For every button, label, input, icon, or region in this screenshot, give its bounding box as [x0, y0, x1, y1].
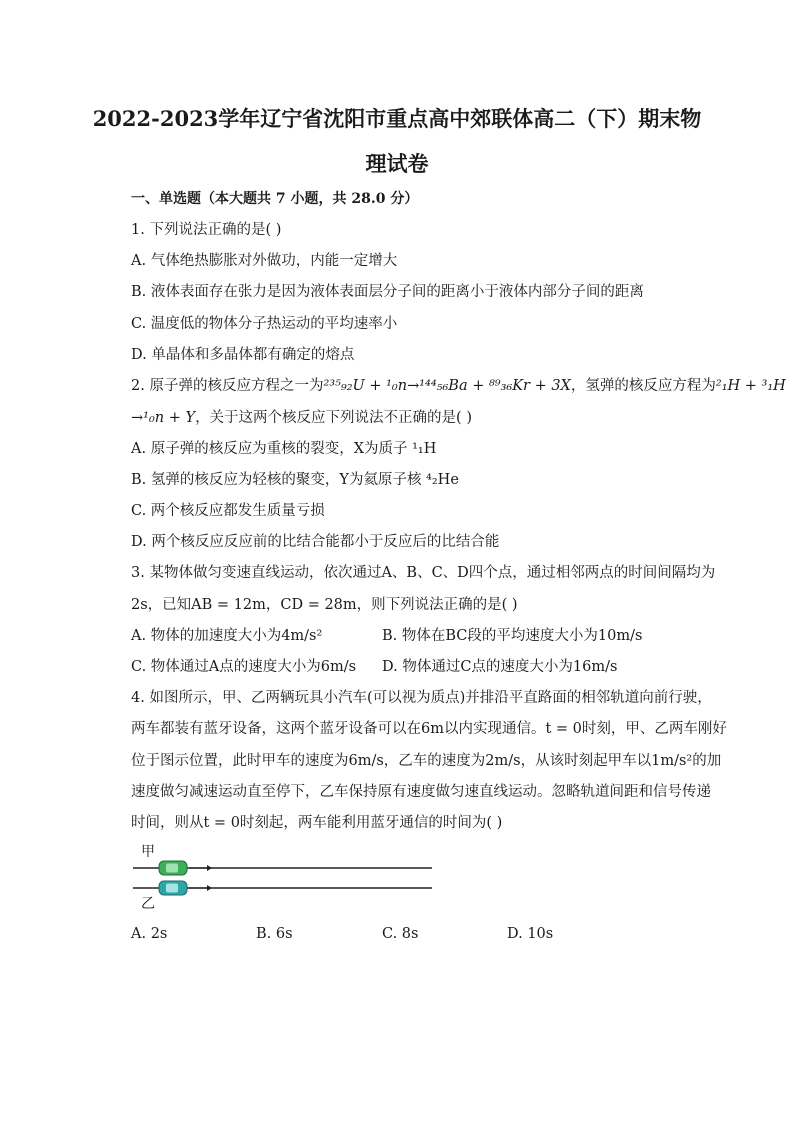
- q2-stem-a: 2. 原子弹的核反应方程之一为: [131, 378, 324, 394]
- q1-stem: 1. 下列说法正确的是( ): [131, 222, 282, 238]
- q2-option-d: D. 两个核反应反应前的比结合能都小于反应后的比结合能: [131, 534, 500, 550]
- q4-stem-line5: 时间，则从t = 0时刻起，两车能利用蓝牙通信的时间为( ): [131, 815, 503, 831]
- q4-stem-line1: 4. 如图所示，甲、乙两辆玩具小汽车(可以视为质点)并排沿平直路面的相邻轨道向前行驶，: [131, 690, 712, 706]
- q2-stem-c: ，关于这两个核反应下列说法不正确的是( ): [195, 410, 472, 426]
- q2-option-a: A. 原子弹的核反应为重核的裂变，X为质子 ¹₁H: [131, 441, 437, 457]
- q2-option-c: C. 两个核反应都发生质量亏损: [131, 503, 325, 519]
- q4-stem-line2: 两车都装有蓝牙设备，这两个蓝牙设备可以在6m以内实现通信。t = 0时刻，甲、乙两车刚好: [131, 721, 727, 737]
- q2-equation-fission: ²³⁵₉₂U + ¹₀n→¹⁴⁴₅₆Ba + ⁸⁹₃₆Kr + 3X: [323, 378, 571, 394]
- figure-label-yi: 乙: [141, 896, 155, 912]
- q1-option-c: C. 温度低的物体分子热运动的平均速率小: [131, 316, 398, 332]
- q3-option-b: B. 物体在BC段的平均速度大小为10m/s: [382, 628, 643, 644]
- q3-option-a: A. 物体的加速度大小为4m/s²: [131, 628, 323, 644]
- section-heading: 一、单选题（本大题共 7 小题，共 28.0 分）: [131, 191, 419, 207]
- q2-equation-fusion-a: ²₁H + ³₁H: [715, 378, 786, 394]
- q2-stem-b: ，氢弹的核反应方程为: [570, 378, 716, 394]
- q1-option-a: A. 气体绝热膨胀对外做功，内能一定增大: [131, 253, 398, 269]
- q4-option-b: B. 6s: [256, 926, 293, 942]
- figure-tracks: [131, 841, 436, 911]
- q4-option-d: D. 10s: [507, 926, 554, 942]
- q1-option-d: D. 单晶体和多晶体都有确定的熔点: [131, 347, 355, 363]
- q2-equation-fusion-b: →¹₀n + Y: [131, 410, 196, 426]
- page-title-line2: 理试卷: [365, 151, 429, 176]
- q3-stem-line2: 2s，已知AB = 12m，CD = 28m，则下列说法正确的是( ): [131, 597, 518, 613]
- q4-stem-line4: 速度做匀减速运动直至停下，乙车保持原有速度做匀速直线运动。忽略轨道间距和信号传递: [131, 784, 711, 800]
- q2-stem-line1: [131, 374, 786, 395]
- q2-option-b: B. 氢弹的核反应为轻核的聚变，Y为氦原子核 ⁴₂He: [131, 472, 459, 488]
- q4-option-a: A. 2s: [131, 926, 168, 942]
- figure-label-jia: 甲: [141, 844, 155, 860]
- q4-option-c: C. 8s: [382, 926, 419, 942]
- q3-option-d: D. 物体通过C点的速度大小为16m/s: [382, 659, 618, 675]
- q3-option-c: C. 物体通过A点的速度大小为6m/s: [131, 659, 357, 675]
- q3-stem-line1: 3. 某物体做匀变速直线运动，依次通过A、B、C、D四个点，通过相邻两点的时间间隔均为: [131, 565, 716, 581]
- q2-stem-line2: [131, 406, 472, 427]
- car-jia-icon: [159, 861, 212, 875]
- q4-stem-line3: 位于图示位置，此时甲车的速度为6m/s，乙车的速度为2m/s，从该时刻起甲车以1m/s²的加: [131, 753, 722, 769]
- q4-figure: [131, 841, 436, 911]
- q1-option-b: B. 液体表面存在张力是因为液体表面层分子间的距离小于液体内部分子间的距离: [131, 284, 644, 300]
- car-yi-icon: [159, 881, 212, 895]
- page-title-line1: 2022-2023学年辽宁省沈阳市重点高中郊联体高二（下）期末物: [92, 106, 702, 131]
